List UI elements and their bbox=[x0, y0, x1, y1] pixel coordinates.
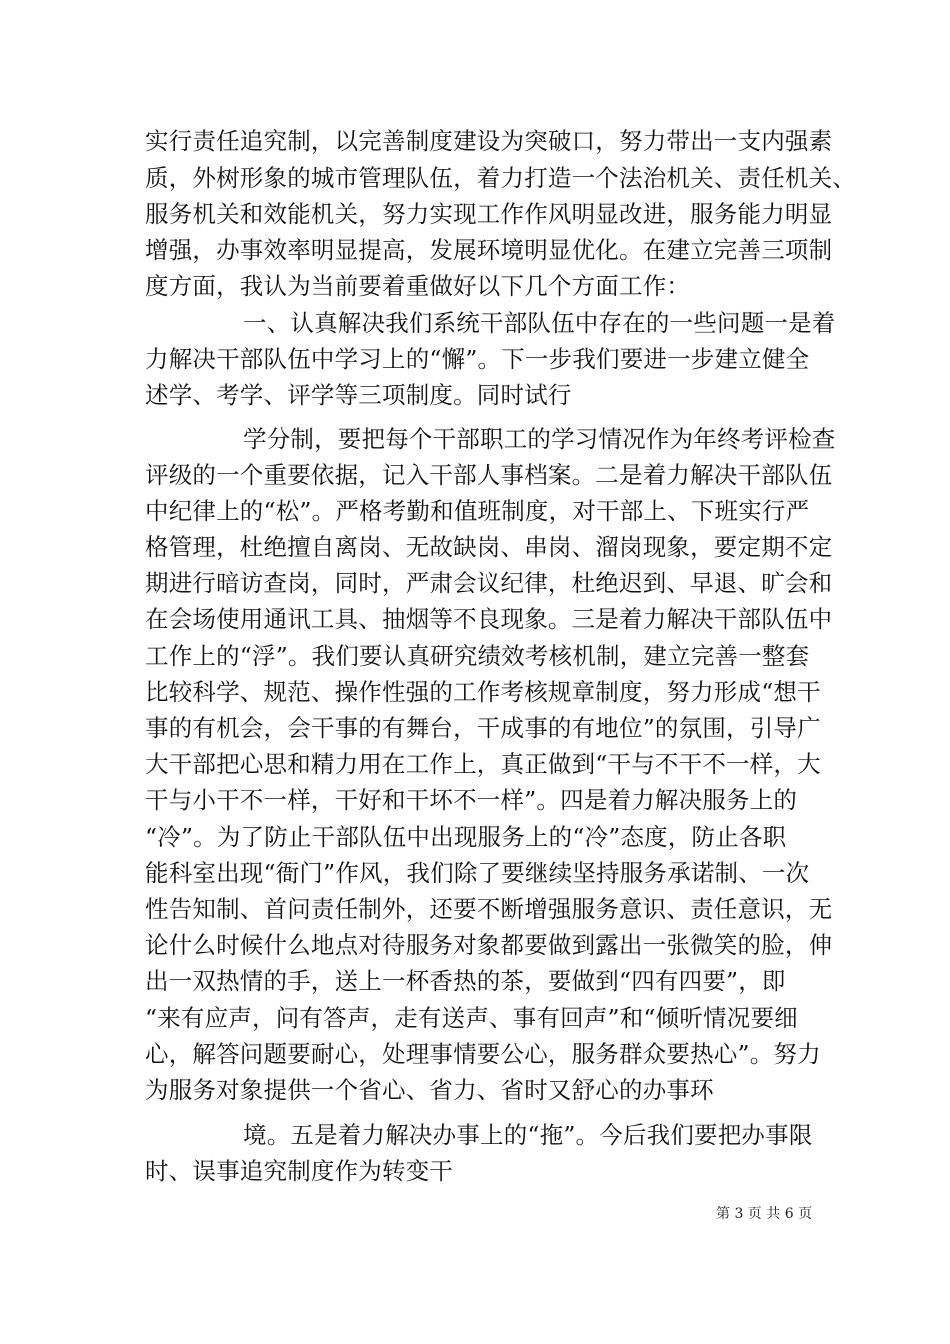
body-text-line: 质，外树形象的城市管理队伍，着力打造一个法治机关、责任机关、 bbox=[145, 164, 856, 192]
body-text-line: 在会场使用通讯工具、抽烟等不良现象。三是着力解决干部队伍中 bbox=[145, 605, 833, 633]
body-text-line: 述学、考学、评学等三项制度。同时试行 bbox=[145, 381, 572, 409]
body-text-line: 境。五是着力解决办事上的“拖”。今后我们要把办事限 bbox=[243, 1121, 813, 1149]
body-text-line: 干与小干不一样，干好和干坏不一样”。四是着力解决服务上的 bbox=[145, 786, 798, 814]
body-text-line: 事的有机会，会干事的有舞台，干成事的有地位”的氛围，引导广 bbox=[145, 714, 821, 742]
body-text-line: 大干部把心思和精力用在工作上，真正做到“干与不干不一样，大 bbox=[145, 750, 821, 778]
body-text-line: 格管理，杜绝擅自离岗、无故缺岗、串岗、溜岗现象，要定期不定 bbox=[145, 533, 833, 561]
body-text-line: 中纪律上的“松”。严格考勤和值班制度，对干部上、下班实行严 bbox=[145, 497, 810, 525]
body-text-line: 服务机关和效能机关，努力实现工作作风明显改进，服务能力明显 bbox=[145, 200, 833, 228]
page-number-footer: 第 3 页 共 6 页 bbox=[716, 1206, 813, 1222]
body-text-line: 为服务对象提供一个省心、省力、省时又舒心的办事环 bbox=[145, 1076, 714, 1104]
body-text-line: 力解决干部队伍中学习上的“懈”。下一步我们要进一步建立健全 bbox=[145, 345, 810, 373]
body-text-line: 心，解答问题要耐心，处理事情要公心，服务群众要热心”。努力 bbox=[145, 1040, 821, 1068]
body-text-line: 时、误事追究制度作为转变干 bbox=[145, 1157, 454, 1185]
body-text-line: 比较科学、规范、操作性强的工作考核规章制度，努力形成“想干 bbox=[145, 678, 821, 706]
body-text-line: 期进行暗访查岗，同时，严肃会议纪律，杜绝迟到、早退、旷会和 bbox=[145, 569, 833, 597]
body-text-line: 一、认真解决我们系统干部队伍中存在的一些问题一是着 bbox=[243, 309, 836, 337]
body-text-line: 出一双热情的手，送上一杯香热的茶，要做到“四有四要”，即 bbox=[145, 967, 786, 995]
body-text-line: 论什么时候什么地点对待服务对象都要做到露出一张微笑的脸，伸 bbox=[145, 931, 833, 959]
body-text-line: 能科室出现“衙门”作风，我们除了要继续坚持服务承诺制、一次 bbox=[145, 859, 810, 887]
body-text-line: “冷”。为了防止干部队伍中出现服务上的“冷”态度，防止各职 bbox=[145, 823, 787, 851]
body-text-line: 工作上的“浮”。我们要认真研究绩效考核机制，建立完善一整套 bbox=[145, 642, 810, 670]
body-text-line: 实行责任追究制，以完善制度建设为突破口，努力带出一支内强素 bbox=[145, 127, 833, 155]
body-text-line: “来有应声，问有答声，走有送声、事有回声”和“倾听情况要细 bbox=[145, 1004, 798, 1032]
body-text-line: 度方面，我认为当前要着重做好以下几个方面工作： bbox=[145, 272, 691, 300]
body-text-line: 评级的一个重要依据，记入干部人事档案。二是着力解决干部队伍 bbox=[145, 461, 833, 489]
body-text-line: 增强，办事效率明显提高，发展环境明显优化。在建立完善三项制 bbox=[145, 236, 833, 264]
body-text-line: 性告知制、首问责任制外，还要不断增强服务意识、责任意识，无 bbox=[145, 895, 833, 923]
body-text-line: 学分制，要把每个干部职工的学习情况作为年终考评检查 bbox=[243, 425, 836, 453]
